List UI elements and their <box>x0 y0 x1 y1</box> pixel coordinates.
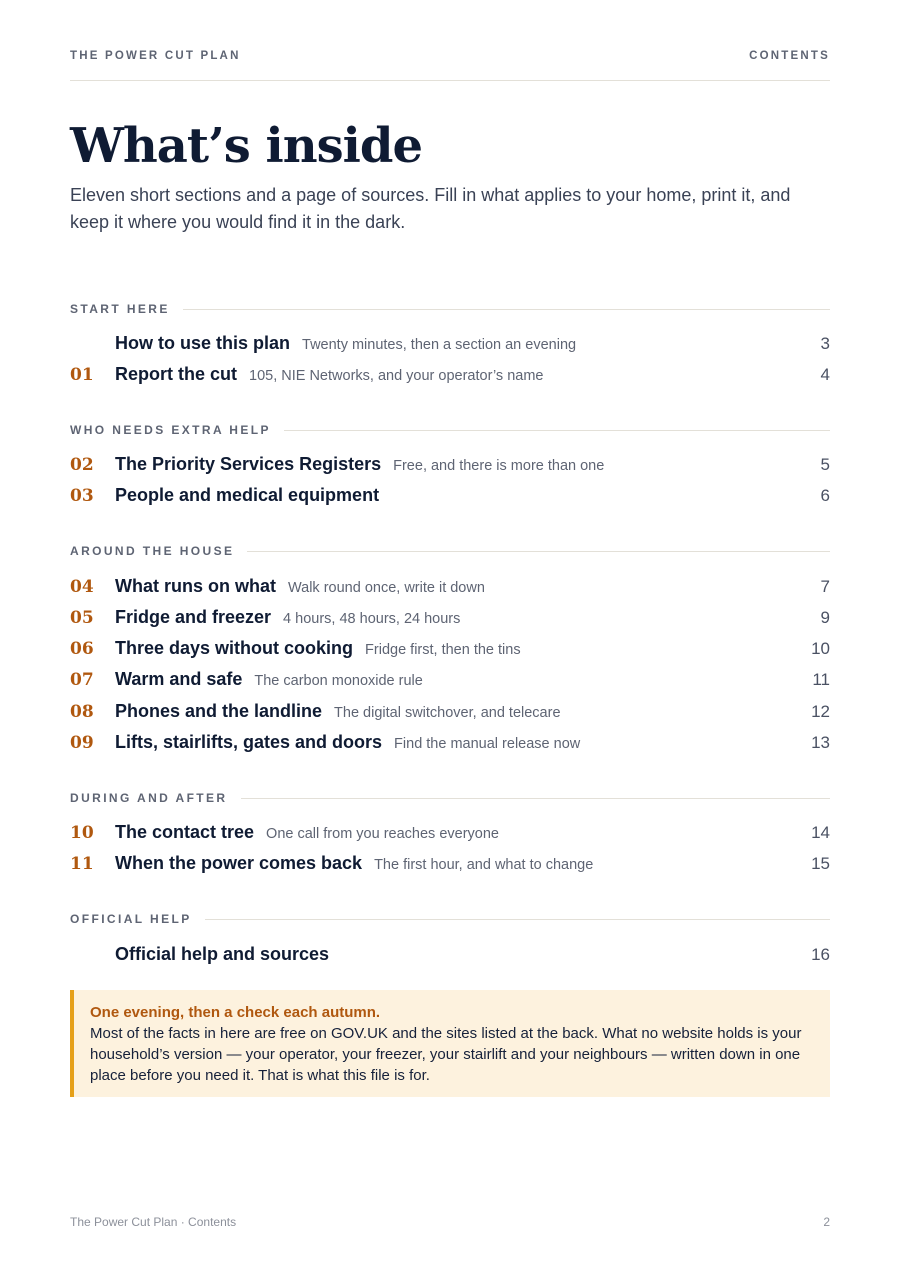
section-divider <box>284 430 830 431</box>
section-divider <box>241 798 830 799</box>
section-divider <box>183 309 830 310</box>
entry-description: The digital switchover, and telecare <box>334 705 561 721</box>
entry-page-number: 5 <box>820 455 830 474</box>
entry-description: One call from you reaches everyone <box>266 826 499 842</box>
entry-title: The Priority Services Registers <box>115 454 382 474</box>
section-heading-during-and-after <box>70 790 830 806</box>
toc-entry-warm-and-safe[interactable] <box>70 669 830 695</box>
entry-number: 05 <box>70 608 94 628</box>
section-divider <box>247 551 830 552</box>
entry-description: Free, and there is more than one <box>393 458 605 474</box>
toc-entry-official-help[interactable] <box>70 944 830 970</box>
entry-description: The carbon monoxide rule <box>254 673 423 689</box>
callout-body: Most of the facts in here are free on GOV.UK and the sites listed at the back. What no website holds is your household’s version — your operator, your freezer, your stairlift and your neighbours — written down in one place before you need it. That is what this file is for. <box>90 1025 802 1084</box>
toc-entry-priority-services[interactable] <box>70 454 830 480</box>
footer-page-number: 2 <box>823 1215 830 1229</box>
section-heading-start-here <box>70 301 830 317</box>
entry-title: Lifts, stairlifts, gates and doors <box>115 732 383 752</box>
toc-entry-phones-and-landline[interactable] <box>70 701 830 727</box>
entry-title: Warm and safe <box>115 669 243 689</box>
entry-page-number: 11 <box>812 670 830 689</box>
entry-title: When the power comes back <box>115 853 363 873</box>
entry-number: 03 <box>70 486 94 506</box>
entry-description: Find the manual release now <box>394 736 581 752</box>
entry-description: 105, NIE Networks, and your operator’s name <box>249 368 544 384</box>
page-footer <box>70 1215 830 1229</box>
section-heading-who-needs-extra-help <box>70 422 830 438</box>
entry-page-number: 12 <box>811 702 830 721</box>
callout-box <box>70 990 830 1097</box>
entry-title: Official help and sources <box>115 944 330 964</box>
entry-description: Fridge first, then the tins <box>365 642 521 658</box>
toc-entry-power-comes-back[interactable] <box>70 853 830 879</box>
callout-heading: One evening, then a check each autumn. <box>90 1004 381 1021</box>
entry-description: Walk round once, write it down <box>288 580 485 596</box>
footer-title: The Power Cut Plan · Contents <box>70 1215 237 1229</box>
entry-description: 4 hours, 48 hours, 24 hours <box>283 611 461 627</box>
entry-description: The first hour, and what to change <box>374 857 594 873</box>
entry-title: People and medical equipment <box>115 485 380 505</box>
entry-number: 07 <box>70 670 94 690</box>
running-header-title: THE POWER CUT PLAN <box>70 50 241 62</box>
entry-title: Report the cut <box>115 364 238 384</box>
running-header <box>70 50 830 81</box>
entry-page-number: 7 <box>820 577 830 596</box>
entry-number: 09 <box>70 733 94 753</box>
entry-title: What runs on what <box>115 576 276 596</box>
entry-number: 06 <box>70 639 94 659</box>
entry-title: Three days without cooking <box>115 638 354 658</box>
section-label: START HERE <box>70 302 170 316</box>
entry-number: 08 <box>70 702 94 722</box>
toc-entry-report-the-cut[interactable] <box>70 364 830 390</box>
page-title: What’s inside <box>70 118 423 174</box>
entry-number: 10 <box>70 823 94 843</box>
entry-page-number: 9 <box>820 608 830 627</box>
toc-entry-how-to-use[interactable] <box>70 333 830 359</box>
entry-page-number: 16 <box>811 945 830 964</box>
section-label: AROUND THE HOUSE <box>70 544 235 558</box>
entry-page-number: 6 <box>820 486 830 505</box>
intro-text: Eleven short sections and a page of sources. Fill in what applies to your home, print it, and keep it where you would find it in the dark. <box>70 185 791 232</box>
section-heading-around-the-house <box>70 543 830 559</box>
entry-page-number: 15 <box>811 854 830 873</box>
entry-number: 04 <box>70 577 94 597</box>
entry-page-number: 4 <box>820 365 830 384</box>
entry-description: Twenty minutes, then a section an evening <box>302 337 577 353</box>
entry-number: 01 <box>70 365 94 385</box>
entry-page-number: 3 <box>820 334 830 353</box>
entry-page-number: 10 <box>811 639 830 658</box>
entry-number: 11 <box>70 854 94 874</box>
entry-title: Fridge and freezer <box>115 607 272 627</box>
section-label: DURING AND AFTER <box>70 791 228 805</box>
running-header-section: CONTENTS <box>749 50 830 62</box>
entry-page-number: 14 <box>811 823 830 842</box>
toc-entry-fridge-and-freezer[interactable] <box>70 607 830 633</box>
toc-entry-contact-tree[interactable] <box>70 822 830 848</box>
section-label: WHO NEEDS EXTRA HELP <box>70 423 271 437</box>
entry-page-number: 13 <box>811 733 830 752</box>
entry-title: The contact tree <box>115 822 255 842</box>
section-heading-official-help <box>70 911 830 927</box>
toc-entry-lifts-and-doors[interactable] <box>70 732 830 758</box>
section-label: OFFICIAL HELP <box>70 912 192 926</box>
entry-number: 02 <box>70 455 94 475</box>
toc-entry-medical-equipment[interactable] <box>70 485 830 511</box>
toc-entry-what-runs-on-what[interactable] <box>70 576 830 602</box>
section-divider <box>205 919 830 920</box>
entry-title: Phones and the landline <box>115 701 323 721</box>
toc-entry-without-cooking[interactable] <box>70 638 830 664</box>
entry-title: How to use this plan <box>115 333 291 353</box>
